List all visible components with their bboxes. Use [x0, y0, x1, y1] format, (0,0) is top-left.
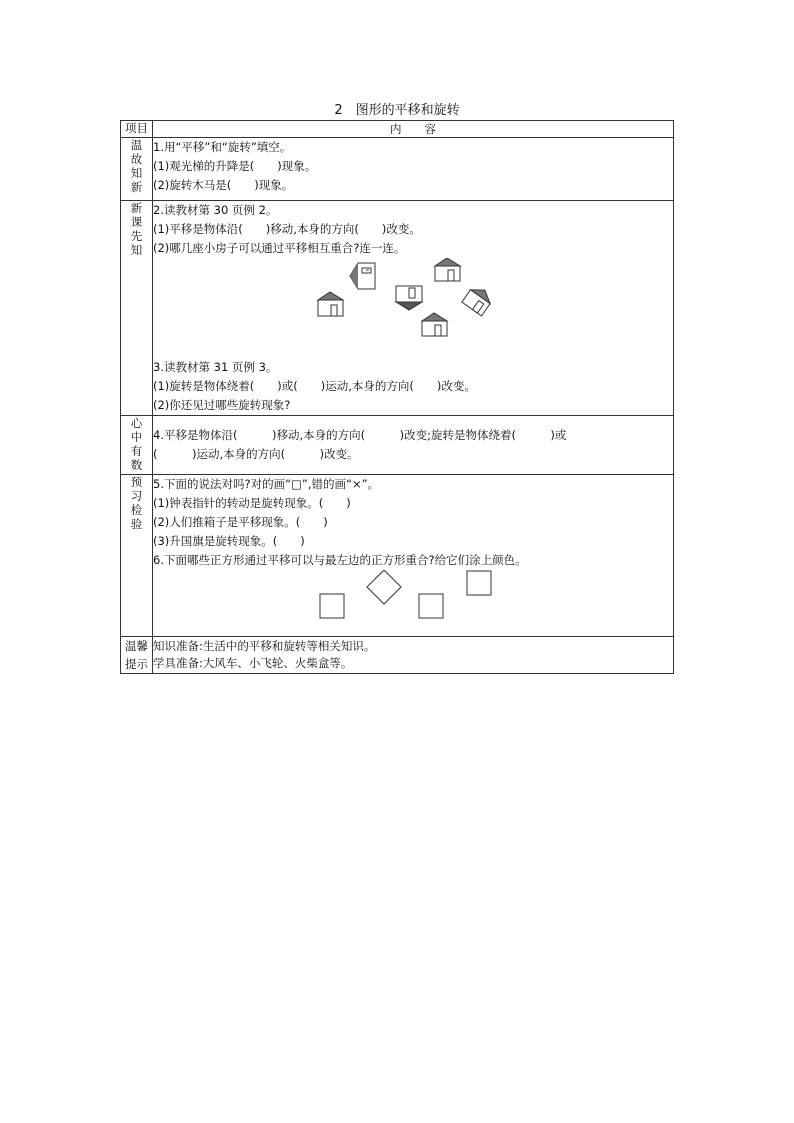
question-line: (1)钟表指针的转动是旋转现象。( )	[153, 496, 351, 510]
header-item: 项目	[121, 121, 153, 138]
section-content	[153, 416, 674, 475]
house-icon	[462, 283, 495, 316]
section-tips	[121, 637, 674, 674]
section-content	[153, 201, 674, 416]
section-label: 预习检验	[121, 475, 153, 637]
question-line: 3.读教材第 31 页例 3。	[153, 360, 278, 374]
houses-figure	[153, 258, 673, 358]
question-line: 6.下面哪些正方形通过平移可以与最左边的正方形重合?给它们涂上颜色。	[153, 553, 527, 567]
question-line: (2)哪几座小房子可以通过平移相互重合?连一连。	[153, 241, 406, 255]
house-icon	[350, 263, 375, 289]
question-line: (1)观光梯的升降是( )现象。	[153, 159, 317, 173]
square-shape	[367, 570, 401, 604]
square-shape	[419, 594, 443, 618]
page-title: 2 图形的平移和旋转	[334, 103, 460, 118]
preview-table	[120, 120, 674, 674]
section-check	[121, 475, 674, 637]
houses-drawing	[153, 258, 673, 358]
question-line: (2)旋转木马是( )现象。	[153, 178, 294, 192]
question-line: 1.用“平移”和“旋转”填空。	[153, 140, 292, 154]
question-line: ( )运动,本身的方向( )改变。	[153, 447, 359, 461]
house-icon	[435, 258, 460, 281]
house-icon	[422, 313, 447, 336]
section-summary	[121, 416, 674, 475]
question-line: (3)升国旗是旋转现象。( )	[153, 534, 305, 548]
question-line: (1)平移是物体沿( )移动,本身的方向( )改变。	[153, 222, 421, 236]
house-icon	[396, 286, 422, 310]
question-line: 2.读教材第 30 页例 2。	[153, 203, 278, 217]
question-line: (2)你还见过哪些旋转现象?	[153, 398, 291, 412]
question-line: 4.平移是物体沿( )移动,本身的方向( )改变;旋转是物体绕着( )或	[153, 428, 567, 442]
section-content	[153, 475, 674, 637]
question-line: (1)旋转是物体绕着( )或( )运动,本身的方向( )改变。	[153, 379, 476, 393]
square-shape	[467, 571, 491, 595]
section-label: 新课先知	[121, 201, 153, 416]
section-label: 心中有数	[121, 416, 153, 475]
square-shape	[320, 594, 344, 618]
house-icon	[318, 292, 343, 316]
question-line: 5.下面的说法对吗?对的画“□”,错的画“×”。	[153, 477, 380, 491]
section-label: 温故知新	[121, 138, 153, 201]
header-content: 内 容	[153, 121, 674, 138]
tip-line: 学具准备:大风车、小飞轮、火柴盒等。	[153, 656, 353, 670]
section-new-lesson	[121, 201, 674, 416]
question-line: (2)人们推箱子是平移现象。( )	[153, 515, 328, 529]
section-review	[121, 138, 674, 201]
squares-drawing	[153, 570, 673, 636]
tip-line: 知识准备:生活中的平移和旋转等相关知识。	[153, 639, 376, 653]
section-content	[153, 637, 674, 674]
header-row	[121, 121, 674, 138]
section-content	[153, 138, 674, 201]
section-label: 温馨提示	[121, 637, 153, 674]
squares-figure	[153, 570, 673, 636]
